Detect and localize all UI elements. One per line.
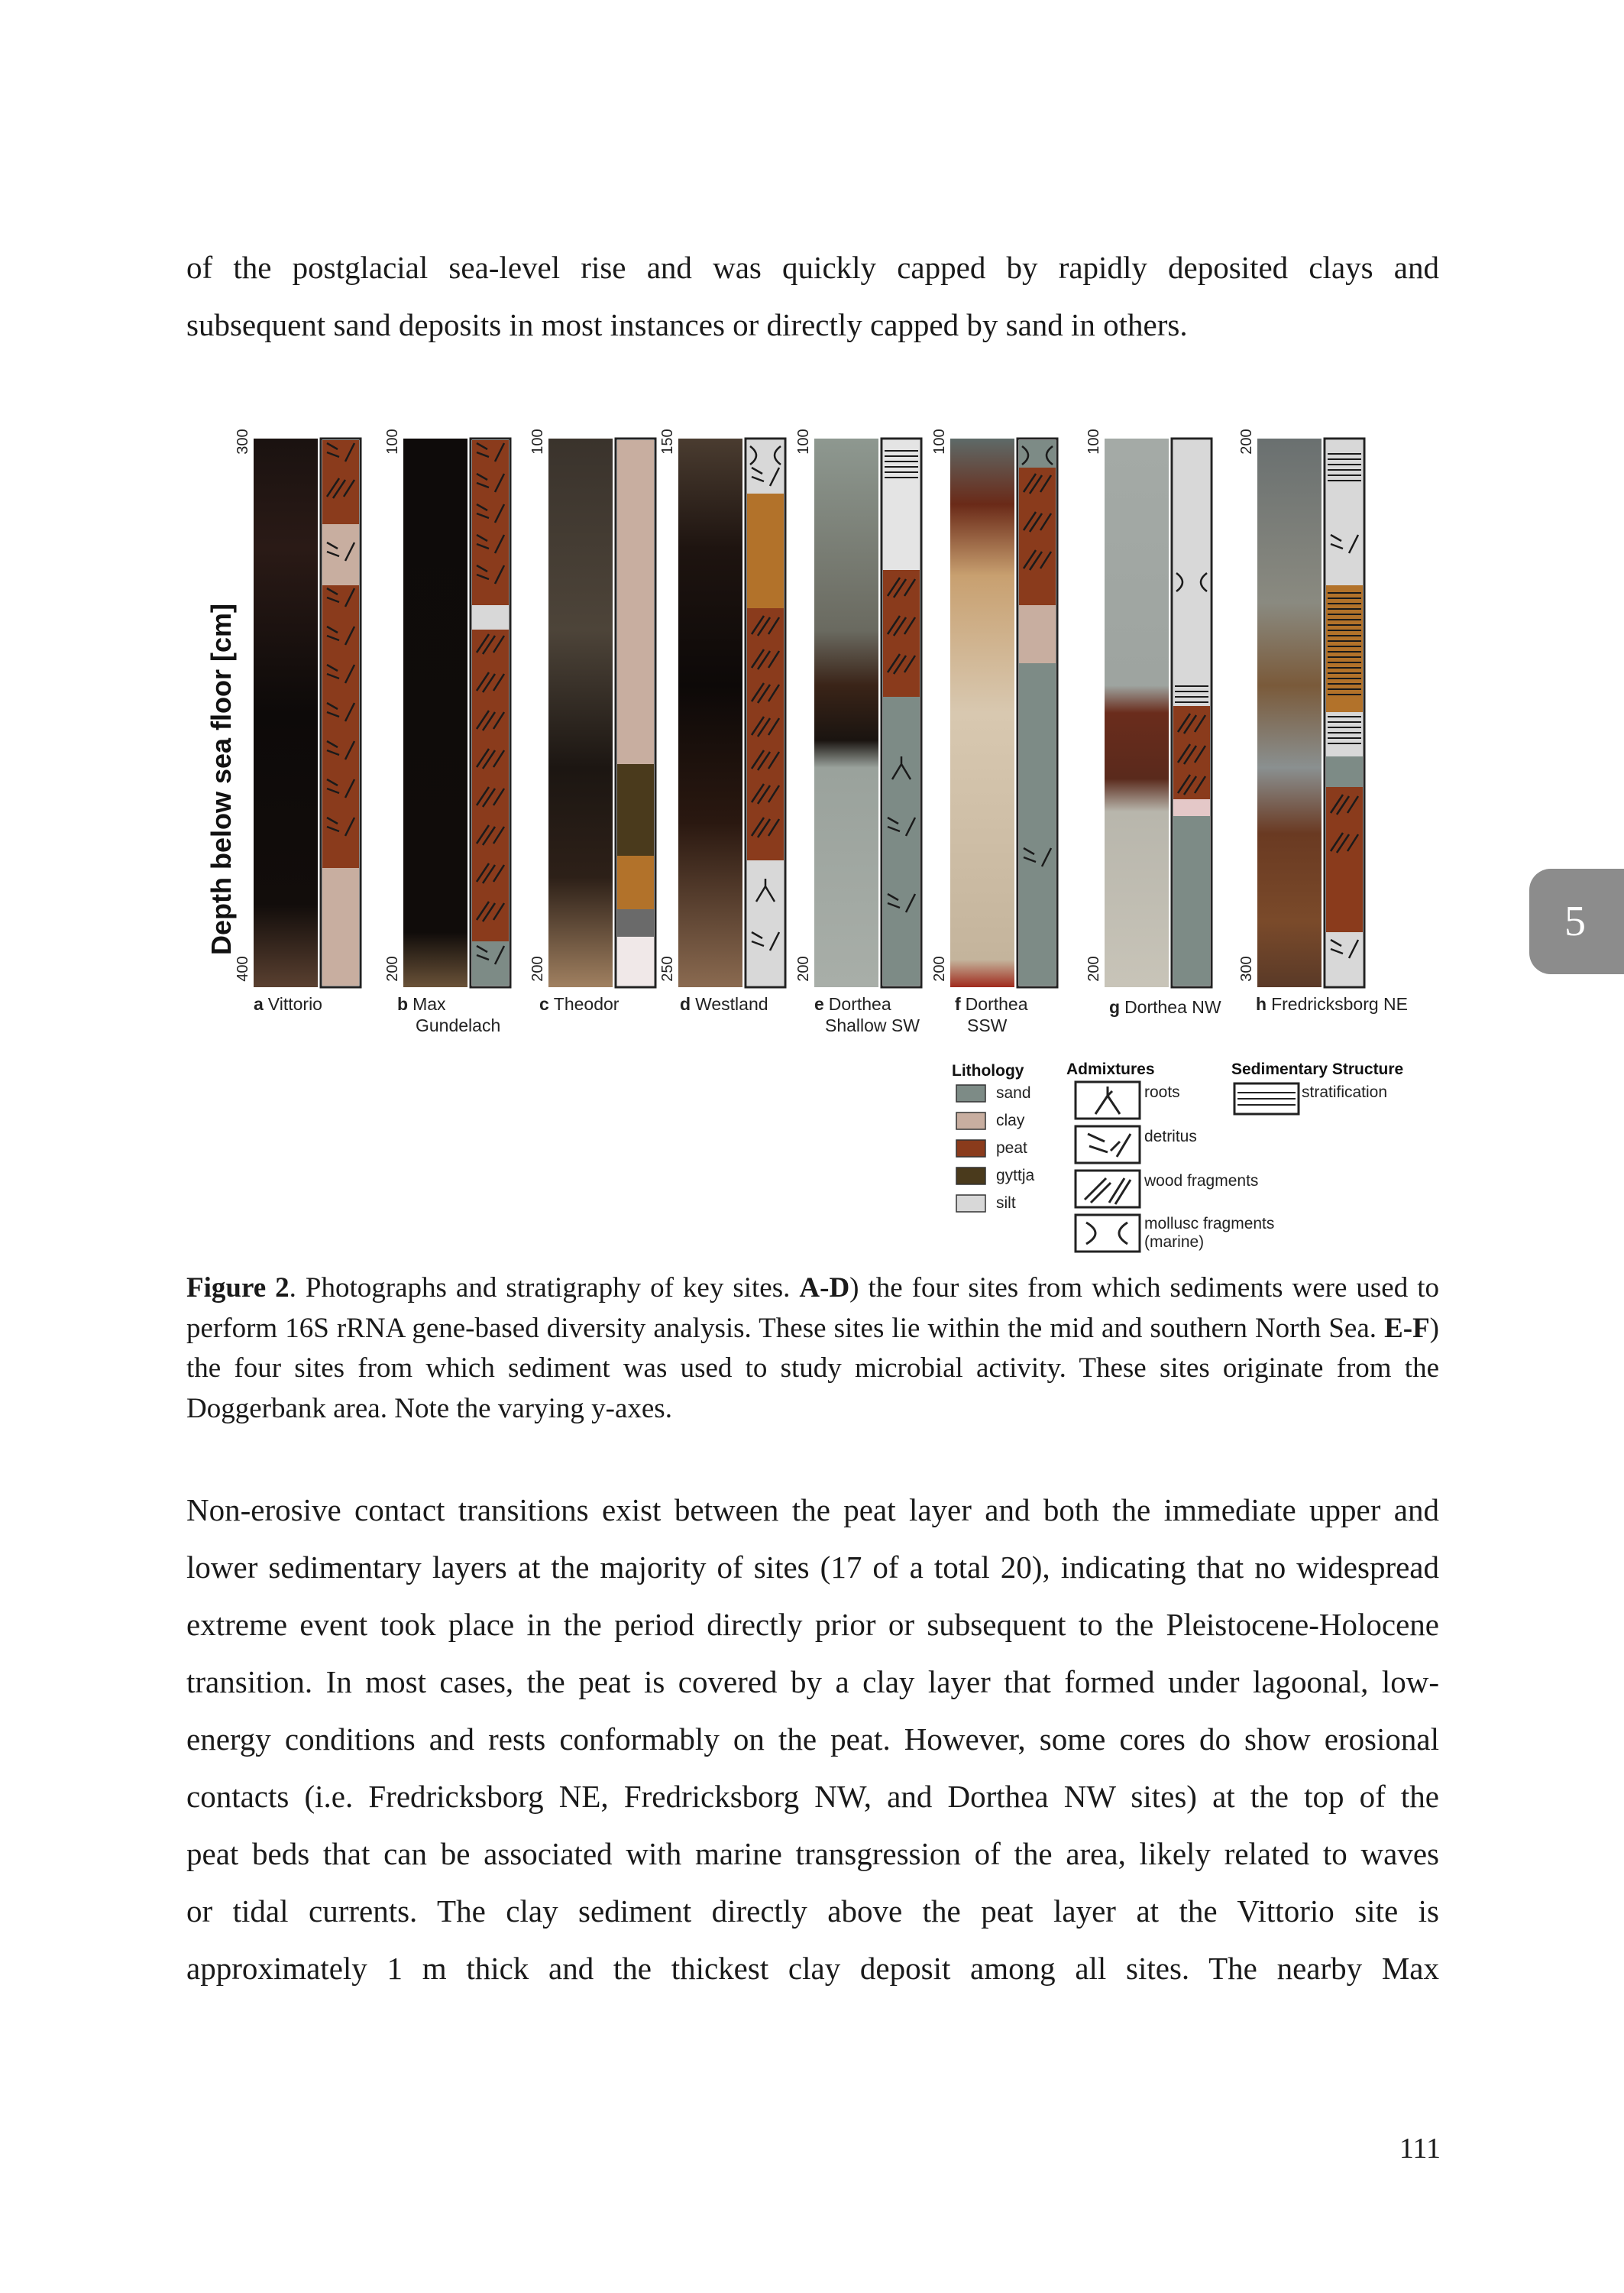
detritus-icon	[1076, 1126, 1140, 1163]
svg-text:detritus: detritus	[1144, 1128, 1197, 1145]
body-line: contacts (i.e. Fredricksborg NE, Fredricksborg NW, and Dorthea NW sites) at the top of the	[186, 1779, 1439, 1814]
y-axis-label: Depth below sea floor [cm]	[205, 603, 237, 956]
core-label-f: f Dorthea	[955, 994, 1028, 1014]
svg-text:mollusc fragments: mollusc fragments	[1144, 1215, 1275, 1232]
top-depth-tick: 200	[1238, 429, 1255, 455]
core-dorthea-ssw	[931, 429, 1057, 987]
body-line: or tidal currents. The clay sediment directly above the peat layer at the Vittorio site is	[186, 1893, 1439, 1929]
stratigraphy-figure	[183, 420, 1451, 1261]
top-depth-tick: 150	[659, 429, 676, 455]
core-photo	[548, 439, 613, 987]
core-fredricksborg-ne	[1238, 429, 1364, 987]
core-label-e: e Dorthea	[814, 994, 891, 1014]
bottom-depth-tick: 300	[1238, 956, 1255, 982]
core-labels	[254, 994, 1408, 1035]
core-label-a: a Vittorio	[254, 994, 322, 1014]
top-depth-tick: 100	[1085, 429, 1102, 455]
core-label-c: c Theodor	[539, 994, 620, 1014]
legend-item-wood-fragments	[1076, 1171, 1258, 1207]
top-depth-tick: 100	[384, 429, 401, 455]
admixtures-legend-title: Admixtures	[1066, 1061, 1155, 1078]
roots-icon	[1076, 1082, 1140, 1119]
body-line: peat beds that can be associated with marine transgression of the area, likely related to waves	[186, 1836, 1439, 1871]
bottom-depth-tick: 200	[529, 956, 546, 982]
body-line: transition. In most cases, the peat is covered by a clay layer that formed under lagoonal, low-	[186, 1664, 1439, 1699]
core-photo	[254, 439, 318, 987]
core-label-b-line2: Gundelach	[416, 1015, 501, 1035]
core-westland	[659, 429, 785, 987]
svg-text:(marine): (marine)	[1144, 1233, 1205, 1251]
chapter-tab: 5	[1529, 869, 1624, 974]
svg-text:sand: sand	[996, 1084, 1031, 1102]
legend-item-silt	[956, 1194, 1016, 1212]
svg-text:stratification: stratification	[1302, 1083, 1388, 1101]
core-label-e-line2: Shallow SW	[825, 1015, 920, 1035]
stratification-icon	[1234, 1083, 1299, 1114]
body-line: Non-erosive contact transitions exist between the peat layer and both the immediate upper and	[186, 1492, 1439, 1527]
core-label-h: h Fredricksborg NE	[1256, 994, 1408, 1014]
body-line: energy conditions and rests conformably on the peat. However, some cores do show erosional	[186, 1721, 1439, 1757]
core-photo	[403, 439, 467, 987]
svg-text:clay: clay	[996, 1112, 1025, 1129]
core-label-d: d Westland	[680, 994, 768, 1014]
mollusc-fragments-icon	[1076, 1215, 1140, 1252]
bottom-depth-tick: 200	[1085, 956, 1102, 982]
figure-label: Figure 2	[186, 1272, 290, 1304]
svg-text:wood fragments: wood fragments	[1144, 1172, 1259, 1190]
svg-text:peat: peat	[996, 1139, 1027, 1157]
core-label-b: b Max	[397, 994, 446, 1014]
top-depth-tick: 100	[795, 429, 812, 455]
figure-caption: Figure 2. Photographs and stratigraphy of key sites. A-D) the four sites from which sediments were used to perform 16S rRNA gene-based diversity analysis. These sites lie within the mid and southern North Sea. E-F) the four sites from which sediment was used to study microbial activity. These sites originate from the Doggerbank area. Note the varying y-axes.	[186, 1272, 1440, 1424]
legend-item-roots	[1076, 1082, 1180, 1119]
lithology-legend-title: Lithology	[952, 1062, 1024, 1080]
core-dorthea-nw	[1085, 429, 1212, 987]
top-depth-tick: 300	[235, 429, 251, 455]
body-line: lower sedimentary layers at the majority of sites (17 of a total 20), indicating that no widespread	[186, 1550, 1439, 1585]
legend-item-peat	[956, 1139, 1027, 1157]
core-label-g: g Dorthea NW	[1109, 997, 1221, 1017]
core-dorthea-shallow-sw	[795, 429, 921, 987]
core-photo	[1257, 439, 1322, 987]
structure-legend-title: Sedimentary Structure	[1231, 1061, 1404, 1078]
core-photo	[814, 439, 878, 987]
core-theodor	[529, 429, 655, 987]
core-vittorio	[235, 429, 361, 987]
top-depth-tick: 100	[529, 429, 546, 455]
legend-item-detritus	[1076, 1126, 1197, 1163]
core-max-gundelach	[384, 429, 510, 987]
bottom-depth-tick: 250	[659, 956, 676, 982]
legend-item-sand	[956, 1084, 1031, 1102]
legend-item-clay	[956, 1112, 1025, 1129]
intro-line: of the postglacial sea-level rise and was quickly capped by rapidly deposited clays and	[186, 250, 1439, 285]
page-number: 111	[1399, 2133, 1441, 2165]
body-line: extreme event took place in the period directly prior or subsequent to the Pleistocene-Holocene	[186, 1607, 1439, 1642]
bottom-depth-tick: 200	[931, 956, 948, 982]
core-photo	[1105, 439, 1169, 987]
svg-text:silt: silt	[996, 1194, 1016, 1212]
bottom-depth-tick: 400	[235, 956, 251, 982]
core-photo	[950, 439, 1014, 987]
core-label-f-line2: SSW	[967, 1015, 1008, 1035]
intro-line: subsequent sand deposits in most instances or directly capped by sand in others.	[186, 307, 1188, 342]
legend-item-stratification	[1234, 1083, 1387, 1114]
top-depth-tick: 100	[931, 429, 948, 455]
bottom-depth-tick: 200	[384, 956, 401, 982]
body-line: approximately 1 m thick and the thickest clay deposit among all sites. The nearby Max	[186, 1951, 1439, 1986]
figure-legend	[952, 1061, 1403, 1252]
svg-text:gyttja: gyttja	[996, 1167, 1035, 1184]
bottom-depth-tick: 200	[795, 956, 812, 982]
wood-fragments-icon	[1076, 1171, 1140, 1207]
core-photo	[678, 439, 742, 987]
legend-item-mollusc-fragments	[1076, 1215, 1274, 1252]
svg-text:roots: roots	[1144, 1083, 1180, 1101]
legend-item-gyttja	[956, 1167, 1035, 1184]
